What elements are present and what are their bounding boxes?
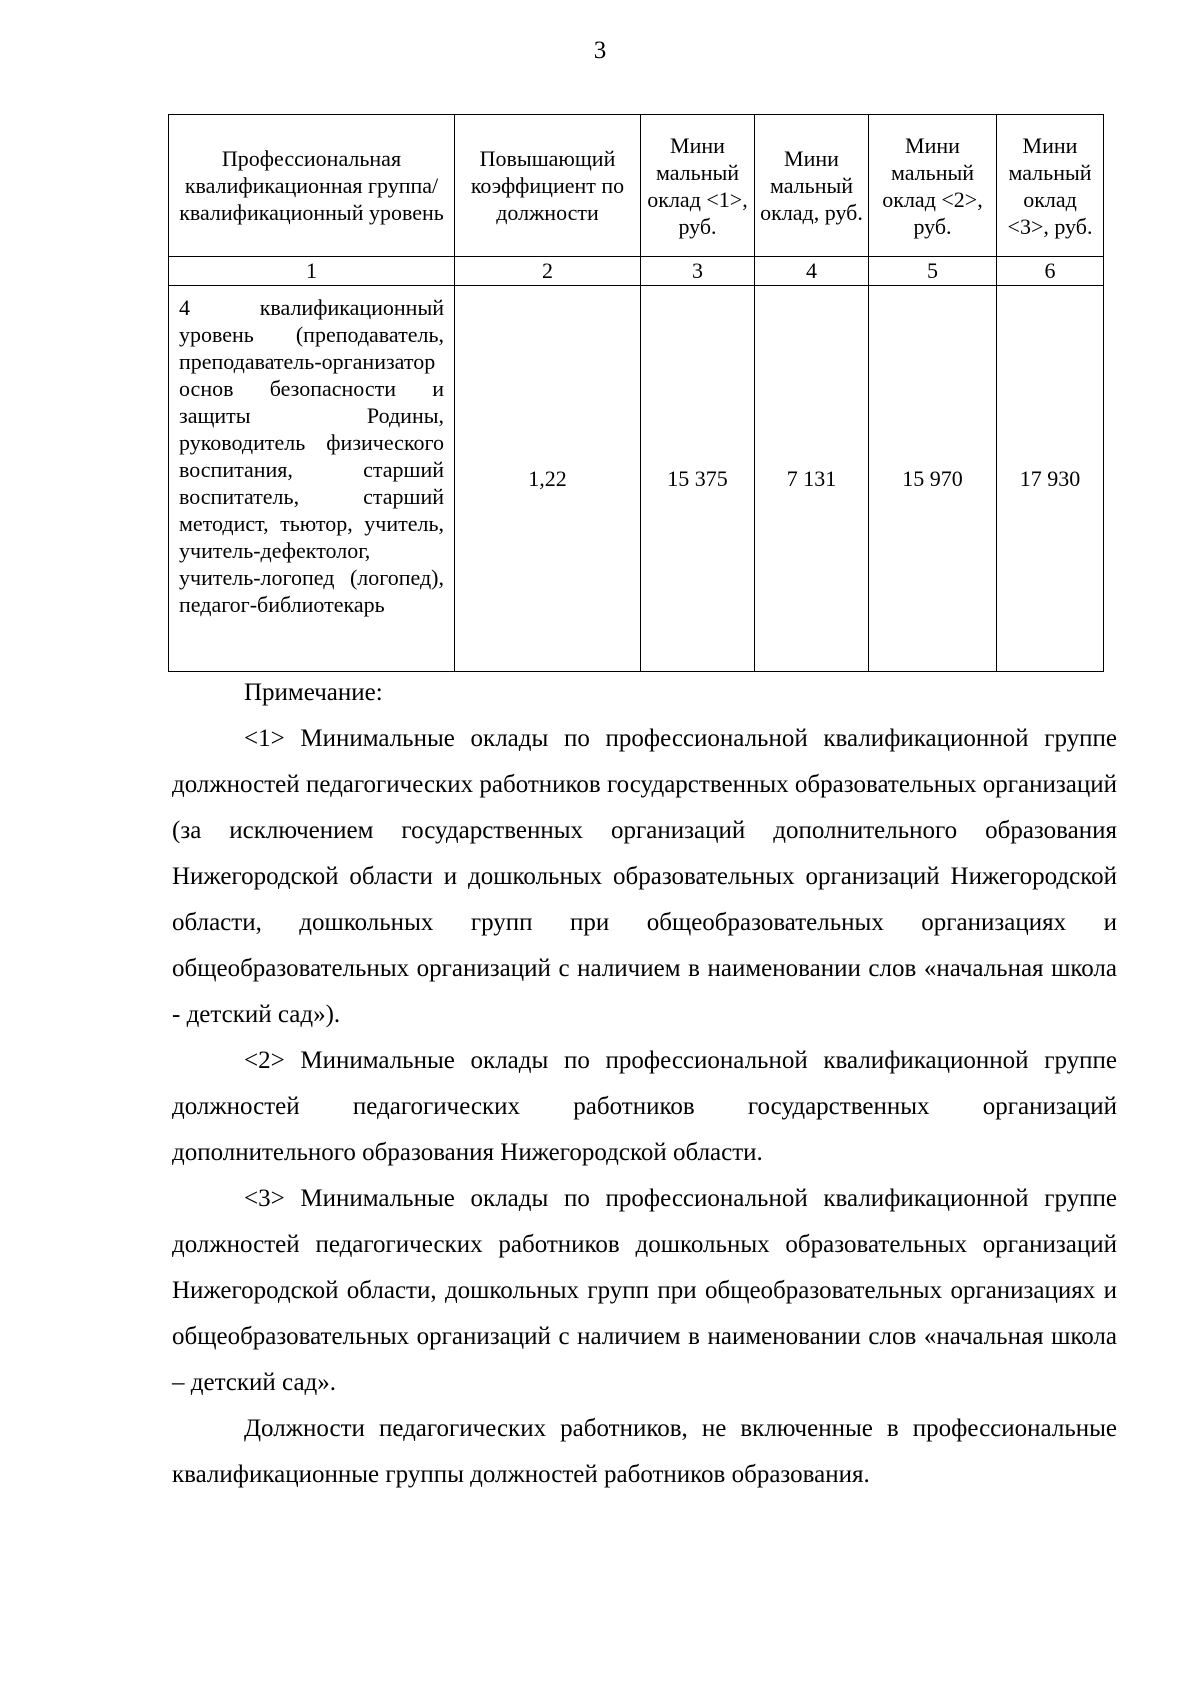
qualification-level-cell: 4 квалификационный уровень (преподаватель, преподаватель-организатор основ безопасности и защиты Родины, руководитель физического воспитания, старший воспитатель, старший методист, тьютор, учитель, учитель-дефектолог, учитель-логопед (логопед), педагог-библиотекарь bbox=[169, 286, 455, 672]
salary-table bbox=[168, 114, 1104, 672]
header-min-salary: Мини мальный оклад, руб. bbox=[755, 115, 869, 257]
note-paragraph: Должности педагогических работников, не включенные в профессиональные квалификационные группы должностей работников образования. bbox=[172, 1415, 1117, 1488]
page-number: 3 bbox=[593, 37, 607, 64]
header-coefficient: Повышающий коэффициент по должности bbox=[455, 115, 641, 257]
notes-title: Примечание: bbox=[244, 679, 383, 706]
header-min-salary-2: Мини мальный оклад <2>, руб. bbox=[869, 115, 997, 257]
column-number: 1 bbox=[169, 257, 455, 286]
header-min-salary-3: Мини мальный оклад <3>, руб. bbox=[997, 115, 1104, 257]
table-header-row bbox=[169, 115, 1104, 257]
header-min-salary-1: Мини мальный оклад <1>, руб. bbox=[641, 115, 755, 257]
min-salary-2-cell: 15 970 bbox=[869, 286, 997, 672]
column-number-row bbox=[169, 257, 1104, 286]
min-salary-3-cell: 17 930 bbox=[997, 286, 1104, 672]
notes-section bbox=[172, 670, 1117, 1498]
note-paragraph: <2> Минимальные оклады по профессиональной квалификационной группе должностей педагогических работников государственных организаций дополнительного образования Нижегородской области. bbox=[172, 1047, 1117, 1166]
table-row bbox=[169, 286, 1104, 672]
column-number: 4 bbox=[755, 257, 869, 286]
column-number: 2 bbox=[455, 257, 641, 286]
note-paragraph: <3> Минимальные оклады по профессиональной квалификационной группе должностей педагогических работников дошкольных образовательных организаций Нижегородской области, дошкольных групп при общеобразовательных организациях и общеобразовательных организаций с наличием в наименовании слов «начальная школа – детский сад». bbox=[172, 1185, 1117, 1396]
note-paragraph: <1> Минимальные оклады по профессиональной квалификационной группе должностей педагогических работников государственных образовательных организаций (за исключением государственных организаций дополнительного образования Нижегородской области и дошкольных образовательных организаций Нижегородской области, дошкольных групп при общеобразовательных организациях и общеобразовательных организаций с наличием в наименовании слов «начальная школа - детский сад»). bbox=[172, 725, 1117, 1028]
column-number: 3 bbox=[641, 257, 755, 286]
coefficient-cell: 1,22 bbox=[455, 286, 641, 672]
min-salary-1-cell: 15 375 bbox=[641, 286, 755, 672]
column-number: 5 bbox=[869, 257, 997, 286]
min-salary-cell: 7 131 bbox=[755, 286, 869, 672]
column-number: 6 bbox=[997, 257, 1104, 286]
header-qualification-group: Профессиональная квалификационная группа/ квалификационный уровень bbox=[169, 115, 455, 257]
